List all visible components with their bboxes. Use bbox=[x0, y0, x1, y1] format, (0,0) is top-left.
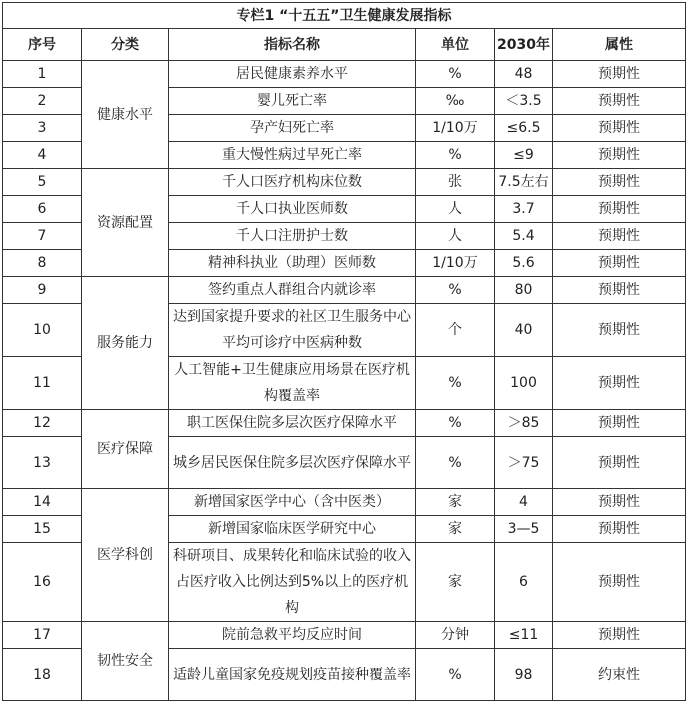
indicator-unit: 人 bbox=[416, 223, 495, 250]
indicator-unit: % bbox=[416, 277, 495, 304]
indicator-target: 3—5 bbox=[495, 516, 553, 543]
indicator-name: 千人口医疗机构床位数 bbox=[169, 169, 416, 196]
indicator-attr: 预期性 bbox=[553, 277, 686, 304]
table-row bbox=[3, 489, 686, 516]
row-no: 6 bbox=[3, 196, 82, 223]
indicator-attr: 预期性 bbox=[553, 169, 686, 196]
indicator-target: ＞75 bbox=[495, 437, 553, 489]
indicator-target: 40 bbox=[495, 304, 553, 357]
indicator-attr: 预期性 bbox=[553, 489, 686, 516]
indicator-attr: 预期性 bbox=[553, 304, 686, 357]
indicator-target: ＜3.5 bbox=[495, 88, 553, 115]
header-attr: 属性 bbox=[553, 29, 686, 61]
indicator-unit: % bbox=[416, 61, 495, 88]
header-row bbox=[3, 29, 686, 61]
category-cell: 韧性安全 bbox=[82, 622, 169, 701]
row-no: 4 bbox=[3, 142, 82, 169]
indicator-attr: 预期性 bbox=[553, 516, 686, 543]
indicator-name: 签约重点人群组合内就诊率 bbox=[169, 277, 416, 304]
indicator-target: ≤11 bbox=[495, 622, 553, 649]
header-category: 分类 bbox=[82, 29, 169, 61]
table-title: 专栏1 “十五五”卫生健康发展指标 bbox=[3, 3, 686, 29]
row-no: 7 bbox=[3, 223, 82, 250]
indicator-unit: % bbox=[416, 437, 495, 489]
indicator-attr: 预期性 bbox=[553, 115, 686, 142]
indicator-unit: 张 bbox=[416, 169, 495, 196]
table-row bbox=[3, 622, 686, 649]
row-no: 15 bbox=[3, 516, 82, 543]
indicator-unit: 家 bbox=[416, 489, 495, 516]
indicator-target: ≤6.5 bbox=[495, 115, 553, 142]
indicator-name: 孕产妇死亡率 bbox=[169, 115, 416, 142]
indicator-target: 5.6 bbox=[495, 250, 553, 277]
indicator-target: 100 bbox=[495, 357, 553, 410]
indicator-name: 精神科执业（助理）医师数 bbox=[169, 250, 416, 277]
row-no: 2 bbox=[3, 88, 82, 115]
indicator-attr: 预期性 bbox=[553, 250, 686, 277]
indicator-unit: % bbox=[416, 357, 495, 410]
indicator-target: 6 bbox=[495, 543, 553, 622]
header-no: 序号 bbox=[3, 29, 82, 61]
indicator-unit: 1/10万 bbox=[416, 115, 495, 142]
header-unit: 单位 bbox=[416, 29, 495, 61]
category-cell: 医疗保障 bbox=[82, 410, 169, 489]
table-row bbox=[3, 410, 686, 437]
indicator-attr: 预期性 bbox=[553, 410, 686, 437]
indicator-attr: 预期性 bbox=[553, 357, 686, 410]
row-no: 18 bbox=[3, 649, 82, 701]
row-no: 16 bbox=[3, 543, 82, 622]
indicator-attr: 预期性 bbox=[553, 543, 686, 622]
category-cell: 健康水平 bbox=[82, 61, 169, 169]
header-name: 指标名称 bbox=[169, 29, 416, 61]
indicator-unit: 家 bbox=[416, 516, 495, 543]
row-no: 12 bbox=[3, 410, 82, 437]
indicator-attr: 预期性 bbox=[553, 223, 686, 250]
indicator-target: 48 bbox=[495, 61, 553, 88]
indicator-name: 新增国家医学中心（含中医类） bbox=[169, 489, 416, 516]
table-row bbox=[3, 61, 686, 88]
indicator-name: 城乡居民医保住院多层次医疗保障水平 bbox=[169, 437, 416, 489]
indicator-name: 职工医保住院多层次医疗保障水平 bbox=[169, 410, 416, 437]
indicator-name: 重大慢性病过早死亡率 bbox=[169, 142, 416, 169]
indicator-attr: 预期性 bbox=[553, 437, 686, 489]
row-no: 9 bbox=[3, 277, 82, 304]
row-no: 8 bbox=[3, 250, 82, 277]
row-no: 14 bbox=[3, 489, 82, 516]
indicator-unit: % bbox=[416, 410, 495, 437]
indicator-target: 5.4 bbox=[495, 223, 553, 250]
indicator-name: 婴儿死亡率 bbox=[169, 88, 416, 115]
indicator-attr: 约束性 bbox=[553, 649, 686, 701]
indicator-attr: 预期性 bbox=[553, 622, 686, 649]
indicator-name: 达到国家提升要求的社区卫生服务中心平均可诊疗中医病种数 bbox=[169, 304, 416, 357]
indicator-target: 3.7 bbox=[495, 196, 553, 223]
indicator-name: 千人口执业医师数 bbox=[169, 196, 416, 223]
indicator-target: 4 bbox=[495, 489, 553, 516]
indicator-name: 千人口注册护士数 bbox=[169, 223, 416, 250]
table-row bbox=[3, 169, 686, 196]
category-cell: 服务能力 bbox=[82, 277, 169, 410]
category-cell: 医学科创 bbox=[82, 489, 169, 622]
indicator-unit: 分钟 bbox=[416, 622, 495, 649]
indicator-unit: 个 bbox=[416, 304, 495, 357]
indicator-name: 科研项目、成果转化和临床试验的收入占医疗收入比例达到5%以上的医疗机构 bbox=[169, 543, 416, 622]
indicator-unit: 家 bbox=[416, 543, 495, 622]
indicator-unit: 1/10万 bbox=[416, 250, 495, 277]
indicator-target: ＞85 bbox=[495, 410, 553, 437]
table-row bbox=[3, 277, 686, 304]
indicator-name: 新增国家临床医学研究中心 bbox=[169, 516, 416, 543]
indicator-attr: 预期性 bbox=[553, 196, 686, 223]
row-no: 1 bbox=[3, 61, 82, 88]
row-no: 11 bbox=[3, 357, 82, 410]
indicator-attr: 预期性 bbox=[553, 88, 686, 115]
indicator-name: 人工智能+卫生健康应用场景在医疗机构覆盖率 bbox=[169, 357, 416, 410]
indicator-name: 适龄儿童国家免疫规划疫苗接种覆盖率 bbox=[169, 649, 416, 701]
row-no: 3 bbox=[3, 115, 82, 142]
indicator-name: 居民健康素养水平 bbox=[169, 61, 416, 88]
header-target: 2030年 bbox=[495, 29, 553, 61]
indicator-target: 7.5左右 bbox=[495, 169, 553, 196]
indicator-target: 98 bbox=[495, 649, 553, 701]
indicator-unit: 人 bbox=[416, 196, 495, 223]
indicator-attr: 预期性 bbox=[553, 61, 686, 88]
indicator-target: 80 bbox=[495, 277, 553, 304]
indicator-unit: % bbox=[416, 649, 495, 701]
indicator-name: 院前急救平均反应时间 bbox=[169, 622, 416, 649]
indicator-table bbox=[2, 2, 686, 701]
indicator-unit: % bbox=[416, 142, 495, 169]
category-cell: 资源配置 bbox=[82, 169, 169, 277]
row-no: 17 bbox=[3, 622, 82, 649]
indicator-attr: 预期性 bbox=[553, 142, 686, 169]
indicator-unit: ‰ bbox=[416, 88, 495, 115]
row-no: 5 bbox=[3, 169, 82, 196]
row-no: 13 bbox=[3, 437, 82, 489]
indicator-target: ≤9 bbox=[495, 142, 553, 169]
row-no: 10 bbox=[3, 304, 82, 357]
